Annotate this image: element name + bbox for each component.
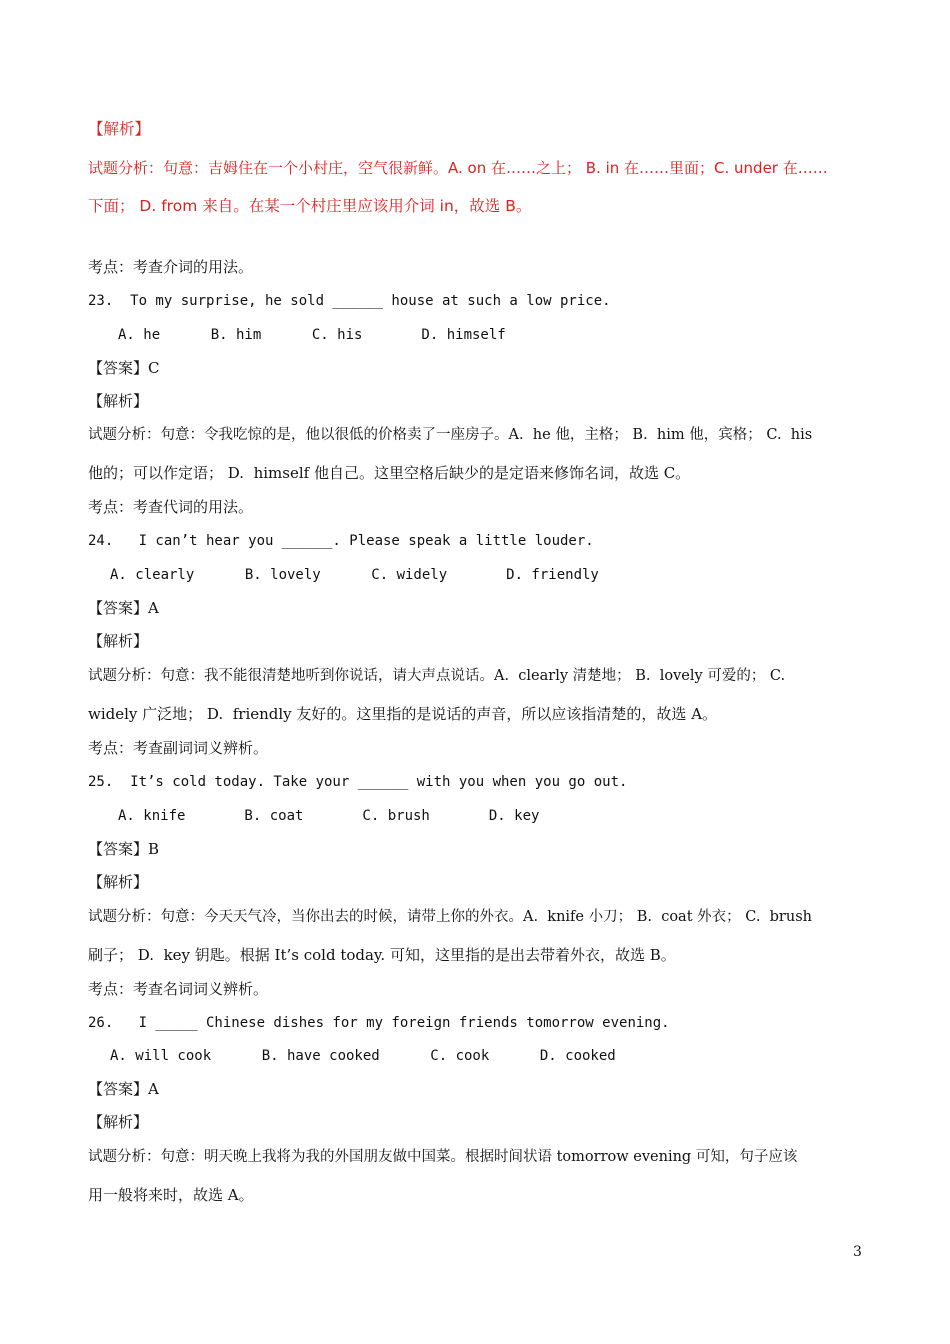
page-number: 3 xyxy=(853,1244,862,1260)
q23-answer: 【答案】C xyxy=(88,359,160,377)
q24-kaodian: 考点：考查副词词义辨析。 xyxy=(88,739,269,757)
q24-analysis-line2: widely 广泛地； D. friendly 友好的。这里指的是说话的声音，所以应该指清楚的，故选 A。 xyxy=(88,705,718,723)
q26-options: A. will cook B. have cooked C. cook D. cooked xyxy=(110,1048,616,1064)
q23-options: A. he B. him C. his D. himself xyxy=(118,327,506,343)
q22-analysis-line2: 下面； D. from 来自。在某一个村庄里应该用介词 in，故选 B。 xyxy=(88,197,532,215)
q25-options: A. knife B. coat C. brush D. key xyxy=(118,808,540,824)
q23-kaodian: 考点：考查代词的用法。 xyxy=(88,498,254,516)
q26-jiexi-label: 【解析】 xyxy=(88,1113,149,1131)
q24-options: A. clearly B. lovely C. widely D. friendly xyxy=(110,567,599,583)
q24-analysis-line1: 试题分析：句意：我不能很清楚地听到你说话，请大声点说话。A. clearly 清楚地； B. lovely 可爱的； C. xyxy=(88,668,786,684)
q25-question: 25. It’s cold today. Take your ______ with you when you go out. xyxy=(88,774,628,790)
q25-analysis-line2: 刷子； D. key 钥匙。根据 It’s cold today. 可知，这里指的是出去带着外衣，故选 B。 xyxy=(88,946,676,964)
q22-jiexi-label: 【解析】 xyxy=(88,120,151,138)
q24-question: 24. I can’t hear you ______. Please speak a little louder. xyxy=(88,533,594,549)
q26-answer: 【答案】A xyxy=(88,1080,159,1098)
q25-analysis-line1: 试题分析：句意：今天天气冷，当你出去的时候，请带上你的外衣。A. knife 小刀； B. coat 外衣； C. brush xyxy=(88,909,812,925)
q23-question: 23. To my surprise, he sold ______ house at such a low price. xyxy=(88,293,611,309)
q25-answer: 【答案】B xyxy=(88,840,160,858)
q23-analysis-line1: 试题分析：句意：令我吃惊的是，他以很低的价格卖了一座房子。A. he 他，主格； B. him 他，宾格； C. his xyxy=(88,427,813,443)
q26-question: 26. I _____ Chinese dishes for my foreign friends tomorrow evening. xyxy=(88,1015,670,1031)
q22-analysis-line1: 试题分析：句意：吉姆住在一个小村庄，空气很新鲜。A. on 在……之上； B. in 在……里面；C. under 在…… xyxy=(88,159,828,177)
q24-answer: 【答案】A xyxy=(88,599,159,617)
q26-analysis-line2: 用一般将来时，故选 A。 xyxy=(88,1186,254,1204)
q26-analysis-line1: 试题分析：句意：明天晚上我将为我的外国朋友做中国菜。根据时间状语 tomorrow evening 可知，句子应该 xyxy=(88,1149,798,1165)
q24-jiexi-label: 【解析】 xyxy=(88,632,149,650)
q25-jiexi-label: 【解析】 xyxy=(88,873,149,891)
q22-kaodian: 考点：考查介词的用法。 xyxy=(88,258,254,276)
q23-analysis-line2: 他的；可以作定语； D. himself 他自己。这里空格后缺少的是定语来修饰名词，故选 C。 xyxy=(88,464,691,482)
q23-jiexi-label: 【解析】 xyxy=(88,392,149,410)
q25-kaodian: 考点：考查名词词义辨析。 xyxy=(88,980,269,998)
